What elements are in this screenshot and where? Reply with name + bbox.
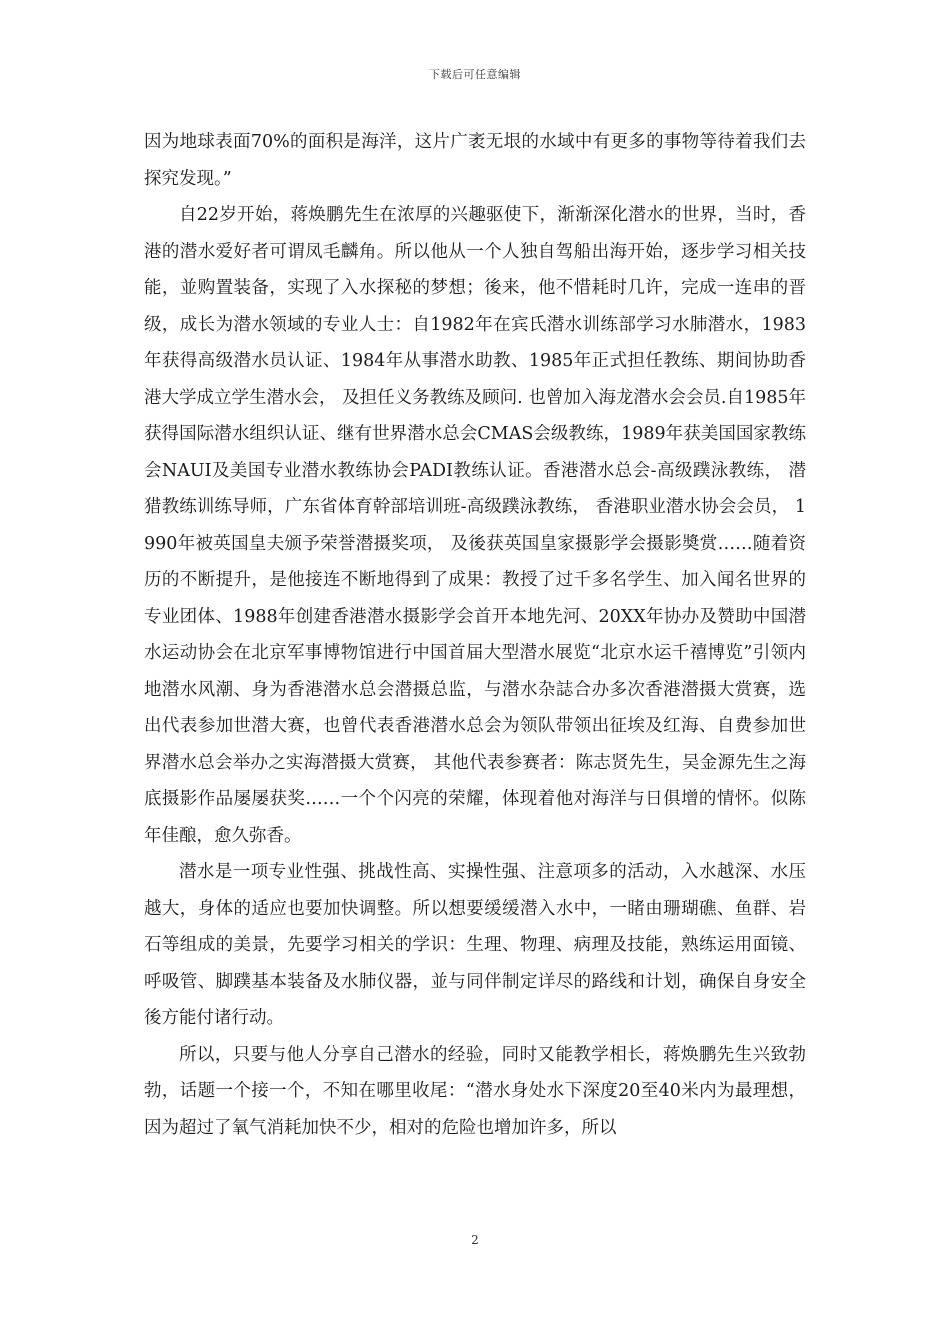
paragraph: 自22岁开始，蒋焕鹏先生在浓厚的兴趣驱使下，渐渐深化潜水的世界，当时，香港的潜水爱好者可谓凤毛麟角。所以他从一个人独自驾船出海开始，逐步学习相关技能，並购置装备，实现了入水探秘的梦想；後来，他不惜耗时几许，完成一连串的晋级，成长为潜水领域的专业人士：自1982年在宾氏潜水训练部学习水肺潜水，1983年获得高级潜水员认证、1984年从事潜水助教、1985年正式担任教练、期间协助香港大学成立学生潜水会， 及担任义务教练及顾问. 也曾加入海龙潜水会会员.自1985年获得国际潜水组织认证、继有世界潜水总会CMAS会级教练，1989年获美国国家教练会NAUI及美国专业潜水教练协会PADI教练认证。香港潜水总会-高级蹼泳教练， 潜猎教练训练导师，广东省体育幹部培训班-高级蹼泳教练， 香港职业潜水协会会员， 1990年被英国皇夫颁予荣誉潜摄奖项， 及後获英国皇家摄影学会摄影奬赏……随着资历的不断提升，是他接连不断地得到了成果：教授了过千多名学生、加入闻名世界的专业团体、1988年创建香港潜水摄影学会首开本地先河、20XX年协办及赞助中国潜水运动协会在北京军事博物馆进行中国首届大型潜水展览“北京水运千禧博览”引领内地潜水风潮、身为香港潜水总会潜摄总监，与潜水杂誌合办多次香港潜摄大赏赛，选出代表参加世潜大赛，也曾代表香港潜水总会为领队带领出征埃及红海、自费参加世界潜水总会举办之实海潜摄大赏赛， 其他代表参赛者：陈志贤先生，吴金源先生之海底摄影作品屡屡获奖……一个个闪亮的荣耀，体现着他对海洋与日俱增的情怀。似陈年佳酿，愈久弥香。 xyxy=(144,205,806,846)
page-number: 2 xyxy=(471,1233,479,1247)
paragraph: 因为地球表面70%的面积是海洋，这片广袤无垠的水域中有更多的事物等待着我们去探究发现。” xyxy=(144,132,806,189)
paragraph: 所以，只要与他人分享自己潜水的经验，同时又能教学相长，蒋焕鹏先生兴致勃勃，话题一个接一个，不知在哪里收尾：“潜水身处水下深度20至40米内为最理想，因为超过了氧气消耗加快不少，相对的危险也增加许多，所以 xyxy=(144,1044,806,1138)
paragraph: 潜水是一项专业性强、挑战性高、实操性强、注意项多的活动，入水越深、水压越大，身体的适应也要加快调整。所以想要缓缓潜入水中，一睹由珊瑚礁、鱼群、岩石等组成的美景，先要学习相关的学识：生理、物理、病理及技能，熟练运用面镜、呼吸管、脚蹼基本装备及水肺仪器，並与同伴制定详尽的路线和计划，确保自身安全後方能付诸行动。 xyxy=(144,862,806,1028)
document-body xyxy=(144,124,806,1146)
page-header: 下载后可任意编辑 xyxy=(429,68,521,81)
